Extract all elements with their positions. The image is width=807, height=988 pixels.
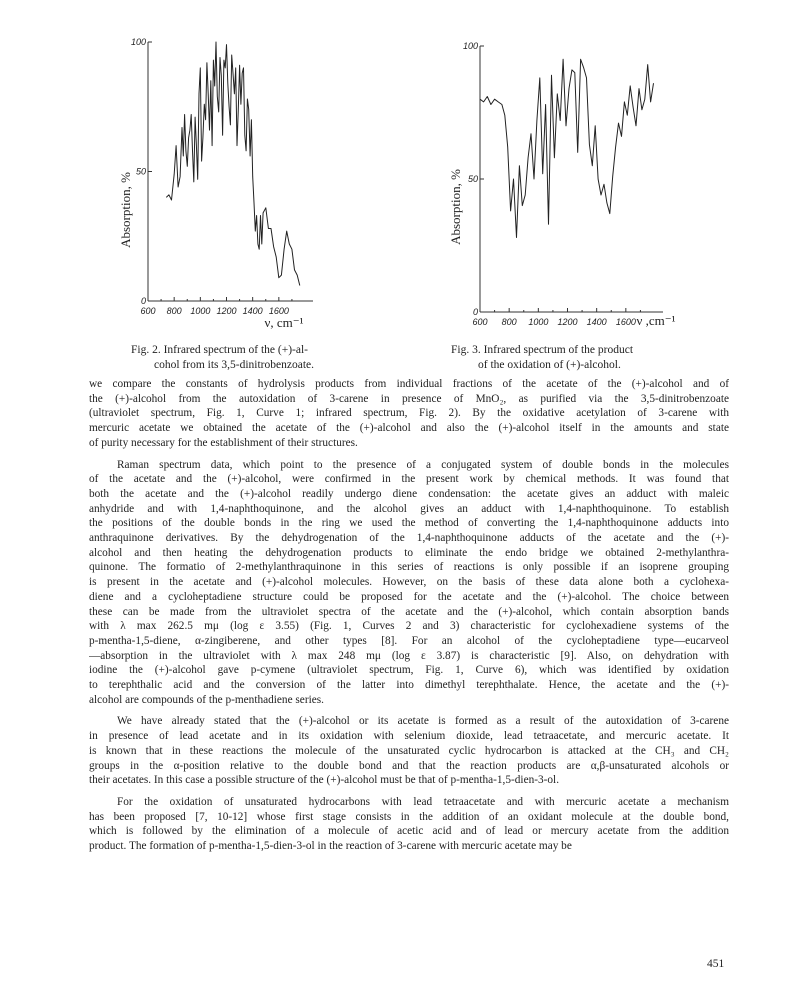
x-tick-label: 1600 [615,317,636,327]
x-tick-label: 1200 [216,306,237,316]
caption-line: Fig. 3. Infrared spectrum of the product [451,344,634,356]
text-line: We have already stated that the (+)-alcohol or its acetate is formed as a result of the autoxidation of 3-carene [117,715,729,728]
figure-3 [440,22,700,342]
text-line: we compare the constants of hydrolysis products from individual fractions of the acetate of the (+)-alcohol and of [89,378,729,390]
x-tick-label: 600 [140,306,156,316]
x-tick-label: 1000 [190,306,211,316]
text-line: the (+)-alcohol from the autoxidation of 3-carene in presence of MnO₂, as purified via the 3,5-dinitrobenzoate [89,392,729,405]
y-tick-label: 0 [472,307,478,317]
x-axis-label: ν, cm⁻¹ [264,315,304,330]
text-line: iodine the (+)-alcohol gave p-cymene (ultraviolet spectrum, Fig. 1, Curve 6), which was identified by oxidation [89,664,729,677]
paragraph [89,714,729,788]
y-tick-label: 100 [130,37,146,47]
x-tick-label: 1400 [586,317,607,327]
text-line: groups in the α-position relative to the double bond and that the reaction products are α,β-unsaturated alcohols or [89,759,729,772]
spectrum-line [480,59,654,237]
y-tick-label: 0 [140,296,146,306]
text-line: of the acetate and the (+)-alcohol, were confirmed in the present work by chemical methods. It was found that [89,473,729,486]
y-tick-label: 50 [135,166,146,177]
figure-3-chart [440,22,700,342]
y-tick-label: 50 [467,174,478,184]
text-line: (ultraviolet spectrum, Fig. 1, Curve 1; infrared spectrum, Fig. 2). By the oxidative acetylation of 3-carene with [89,407,729,420]
x-tick-label: 800 [166,306,182,316]
text-line: —absorption in the ultraviolet with λ max 248 mμ (log ε 3.87) is characteristic [9]. Also, on dehydration with [89,649,729,662]
text-line: p-mentha-1,5-diene, α-zingiberene, and other types [8]. For an alcohol of the cycloheptadiene type—eucarveol [89,634,729,647]
text-line: anthraquinone derivatives. By the dehydrogenation of the 1,4-naphthoquinone adducts of the acetate and the (+)- [89,532,729,545]
text-line: the positions of the double bonds in the ring we used the method of converting the 1,4-naphthoquinone adducts into [89,517,729,530]
text-line: which is followed by the elimination of a molecule of acetic acid and of lead or mercury acetate from the addition [89,825,729,838]
x-tick-label: 1400 [242,306,263,316]
x-axis-label: ν ,cm⁻¹ [636,313,676,328]
text-line: in presence of lead acetate and in its oxidation with selenium dioxide, lead tetraacetate, and mercuric acetate. It [89,730,729,743]
figure-2 [100,20,340,340]
text-line: Raman spectrum data, which point to the presence of a conjugated system of double bonds in the molecules [117,458,729,471]
spectrum-line [166,42,299,286]
y-axis-label: Absorption, % [118,172,133,248]
page-number: 451 [707,958,725,970]
text-line: mercuric acetate we obtained the acetate of the (+)-alcohol and also the (+)-alcohol itself in the amounts and state [89,422,729,435]
text-line: anhydride and with 1,4-naphthoquinone, and the alcohol gives an adduct with 1,4-naphthoquinone. To establish [89,502,729,515]
text-line: with λ max 262.5 mμ (log ε 3.55) (Fig. 1, Curves 2 and 3) characteristic for cyclohexadiene systems of the [89,620,729,633]
figure-3-caption [451,343,633,373]
text-line: of purity necessary for the establishment of their structures. [89,436,358,449]
caption-line: Fig. 2. Infrared spectrum of the (+)-al- [131,344,309,356]
body-text [89,377,729,861]
paragraph [89,458,729,708]
x-tick-label: 1200 [557,317,578,327]
text-line: to terephthalic acid and the conversion of the latter into dimethyl terephthalate. Hence, the acetate and the (+)- [89,679,729,692]
text-line: is present in the acetate and (+)-alcohol molecules. However, on the basis of these data alone both a cyclohexa- [89,576,729,589]
x-tick-label: 1000 [528,317,549,327]
x-tick-label: 600 [472,317,488,327]
text-line: diene and a cycloheptadiene structure could be proposed for the acetate and the (+)-alcohol. The choice between [89,590,729,603]
paragraph [89,795,729,854]
text-line: alcohol are compounds of the p-menthadiene series. [89,693,324,706]
text-line: has been proposed [7, 10-12] whose first stage consists in the addition of an oxidant molecule at the double bond, [89,810,729,823]
text-line: alcohol and then heating the dehydrogenation products to eliminate the endo bridge we obtained 2-methylanthra- [89,546,729,559]
paragraph [89,377,729,451]
text-line: both the acetate and the (+)-alcohol readily undergo diene condensation: the acetate gives an adduct with maleic [89,487,729,500]
figure-2-caption [131,343,314,373]
y-axis-label: Absorption, % [448,169,463,245]
text-line: is known that in these reactions the molecule of the unsaturated cyclic hydrocarbon is attacked at the CH₃ and CH₂ [89,744,729,757]
text-line: product. The formation of p-mentha-1,5-dien-3-ol in the reaction of 3-carene with mercuric acetate may be [89,840,572,853]
text-line: their acetates. In this case a possible structure of the (+)-alcohol must be that of p-mentha-1,5-dien-3-ol. [89,774,560,787]
figure-2-chart [100,20,340,340]
x-tick-label: 1600 [268,306,289,316]
y-tick-label: 100 [462,41,478,51]
text-line: these can be made from the ultraviolet spectra of the acetate and the (+)-alcohol, which contain absorption bands [89,605,729,618]
x-tick-label: 800 [501,317,517,327]
caption-line: of the oxidation of (+)-alcohol. [478,359,621,371]
caption-line: cohol from its 3,5-dinitrobenzoate. [154,359,315,371]
text-line: For the oxidation of unsaturated hydrocarbons with lead tetraacetate and with mercuric acetate a mechanism [117,795,729,808]
text-line: quinone. The formatio of 2-methylanthraquinone in this series of reactions is only possible if an isoprene grouping [89,561,729,574]
